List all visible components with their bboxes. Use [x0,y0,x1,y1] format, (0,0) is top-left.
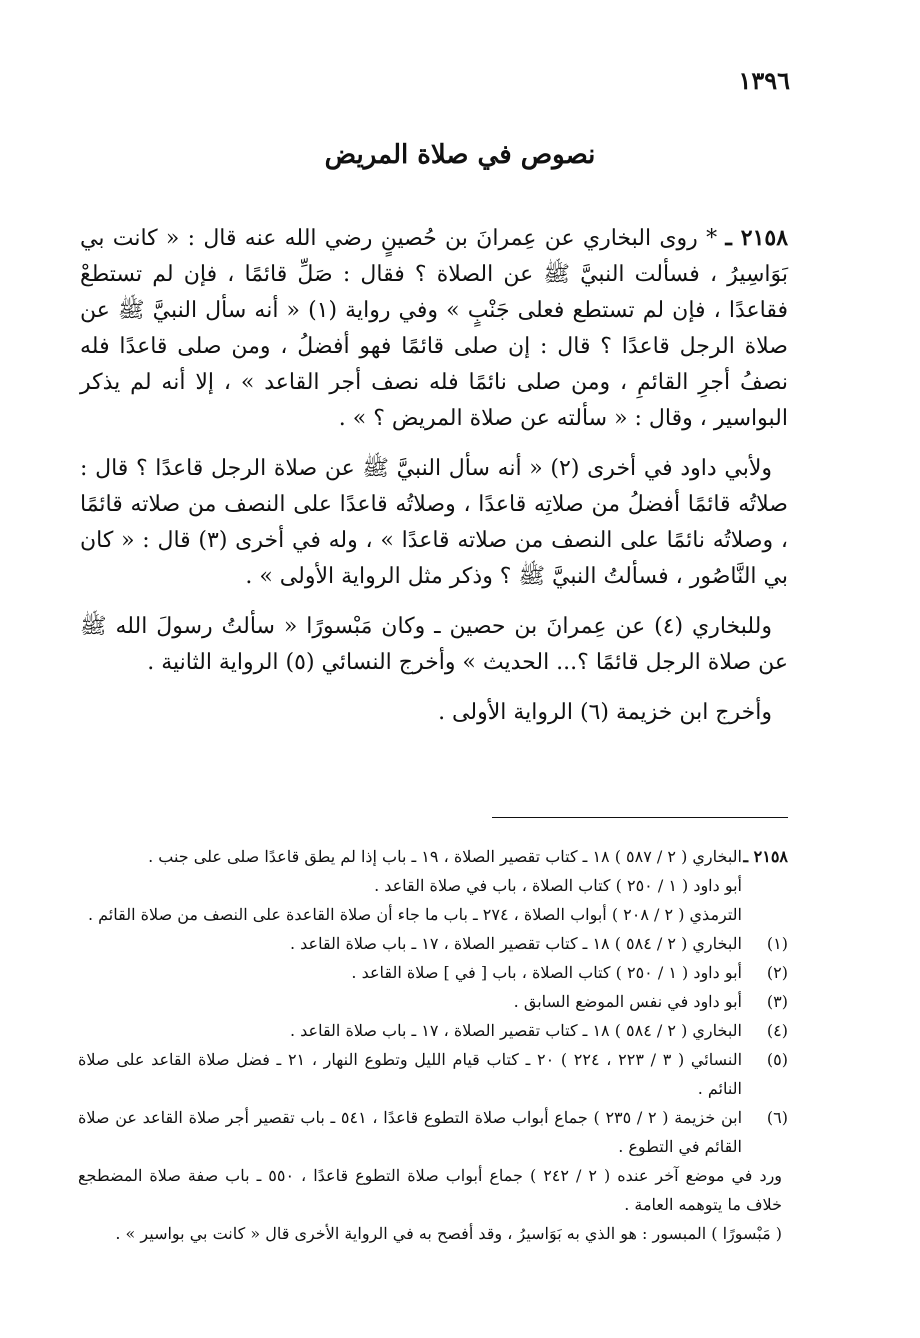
footnote [78,929,788,958]
paragraph-1 [80,220,788,437]
footnote-text: البخاري ( ٢ / ٥٨٧ ) ١٨ ـ كتاب تقصير الصلاة ، ١٩ ـ باب إذا لم يطق قاعدًا صلى على جنب . [148,847,742,866]
footnote-number: (١) [766,934,788,953]
paragraph-3: وللبخاري (٤) عن عِمرانَ بن حصين ـ وكان مَبْسورًا « سألتُ رسولَ الله ﷺ عن صلاة الرجل قائمًا ؟... الحديث » وأخرج النسائي (٥) الرواية الثانية . [80,614,788,675]
footnote-number: (٦) [766,1108,788,1127]
footnote-text: أبو داود ( ١ / ٢٥٠ ) كتاب الصلاة ، باب [ في ] صلاة القاعد . [351,963,742,982]
footnote [78,1045,788,1103]
footnote-text: الترمذي ( ٢ / ٢٠٨ ) أبواب الصلاة ، ٢٧٤ ـ باب ما جاء أن صلاة القاعدة على النصف من صلاة القائم . [87,905,742,924]
footnote-number: (٣) [766,992,788,1011]
footnote-number [782,1219,788,1248]
footnote-number: ٢١٥٨ ـ [743,847,788,866]
footnote-text: أبو داود ( ١ / ٢٥٠ ) كتاب الصلاة ، باب في صلاة القاعد . [374,876,742,895]
paragraph-4: وأخرج ابن خزيمة (٦) الرواية الأولى . [438,700,772,725]
footnote [78,958,788,987]
footnote [78,1016,788,1045]
page-number: ١٣٩٦ [738,66,790,95]
chapter-title: نصوص في صلاة المريض [324,140,596,170]
footnote-text: البخاري ( ٢ / ٥٨٤ ) ١٨ ـ كتاب تقصير الصلاة ، ١٧ ـ باب صلاة القاعد . [289,934,742,953]
footnote-divider [492,817,788,818]
footnote-number [742,900,788,929]
footnote-text: البخاري ( ٢ / ٥٨٤ ) ١٨ ـ كتاب تقصير الصلاة ، ١٧ ـ باب صلاة القاعد . [289,1021,742,1040]
footnote-number: (٥) [766,1050,788,1069]
footnote [78,900,788,929]
footnote-number [742,871,788,900]
footnote [78,842,788,871]
footnote-text: أبو داود في نفس الموضع السابق . [513,992,742,1011]
main-text [80,220,788,745]
footnote-number: (٢) [766,963,788,982]
footnote-text: ( مَبْسورًا ) المبسور : هو الذي به بَوَاسيرُ ، وقد أفصح به في الرواية الأخرى قال « كانت بي بواسير » . [115,1224,782,1243]
footnote-number [782,1161,788,1219]
footnote [78,1161,788,1219]
footnote [78,1219,788,1248]
footnote [78,1103,788,1161]
footnote-text: النسائي ( ٣ / ٢٢٣ ، ٢٢٤ ) ٢٠ ـ كتاب قيام الليل وتطوع النهار ، ٢١ ـ فضل صلاة القاعد على صلاة النائم . [78,1050,743,1098]
footnote [78,987,788,1016]
paragraph-1-text: * روى البخاري عن عِمرانَ بن حُصينٍ رضي الله عنه قال : « كانت بي بَوَاسِيرُ ، فسألت النبيَّ ﷺ عن الصلاة ؟ فقال : صَلِّ قائمًا ، فإن لم تستطعْ فقاعدًا ، فإن لم تستطع فعلى جَنْبٍ » وفي رواية (١) « أنه سأل النبيَّ ﷺ عن صلاة الرجل قاعدًا ؟ قال : إن صلى قائمًا فهو أفضلُ ، ومن صلى قاعدًا فله نصفُ أجرِ القائمِ ، ومن صلى نائمًا فله نصف أجر القاعد » ، إلا أنه لم يذكر البواسير ، وقال : « سألته عن صلاة المريض ؟ » . [80,226,788,431]
paragraph-2: ولأبي داود في أخرى (٢) « أنه سأل النبيَّ ﷺ عن صلاة الرجل قاعدًا ؟ قال : صلاتُه قائمًا أفضلُ من صلاتِه قاعدًا ، وصلاتُه قاعدًا على النصف من صلاته قائمًا ، وصلاتُه نائمًا على النصف من صلاته قاعدًا » ، وله في أخرى (٣) قال : « كان بي النَّاصُور ، فسألتُ النبيَّ ﷺ ؟ وذكر مثل الرواية الأولى » . [80,456,788,589]
footnote-text: ابن خزيمة ( ٢ / ٢٣٥ ) جماع أبواب صلاة التطوع قاعدًا ، ٥٤١ ـ باب تقصير أجر صلاة القاعد عن صلاة القائم في التطوع . [78,1108,743,1156]
footnotes [78,842,788,1248]
footnote-text: ورد في موضع آخر عنده ( ٢ / ٢٤٢ ) جماع أبواب صلاة التطوع قاعدًا ، ٥٥٠ ـ باب صفة صلاة المضطجع خلاف ما يتوهمه العامة . [78,1166,783,1214]
footnote-number: (٤) [766,1021,788,1040]
hadith-number: ٢١٥٨ ـ [725,225,789,251]
footnote [78,871,788,900]
